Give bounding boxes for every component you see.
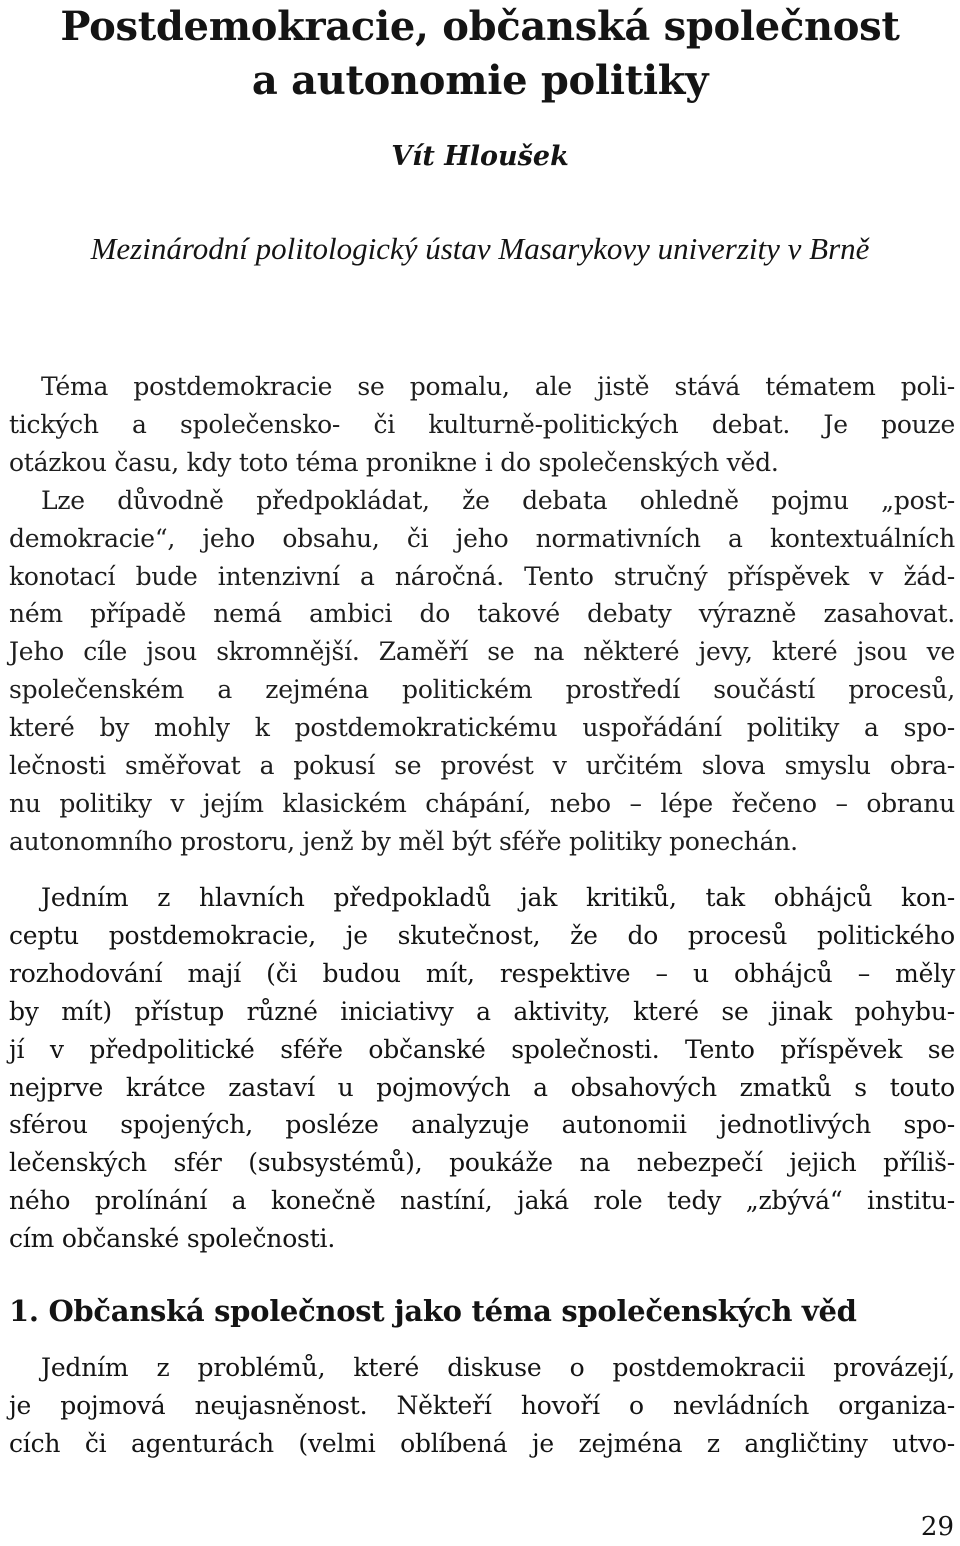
abstract-line: společenském a zejména politickém prostředí součástí procesů, (9, 675, 955, 705)
body-paragraph (9, 1349, 955, 1463)
section-heading: 1. Občanská společnost jako téma společenských věd (9, 1294, 857, 1328)
article-title-line-1: Postdemokracie, občanská společnost (60, 3, 900, 50)
abstract-line: tických a společensko- či kulturně-politických debat. Je pouze (9, 409, 955, 439)
abstract-line: které by mohly k postdemokratickému uspořádání politiky a spo- (9, 713, 955, 743)
paragraph-line: ceptu postdemokracie, je skutečnost, že do procesů politického (9, 920, 955, 950)
article-title-line-2: a autonomie politiky (251, 57, 709, 104)
author-name: Vít Hloušek (391, 141, 569, 172)
article-title (0, 0, 960, 108)
paragraph-line: rozhodování mají (či budou mít, respektive – u obhájců – měly (9, 958, 955, 988)
body-paragraph (9, 879, 955, 1258)
abstract-line: demokracie“, jeho obsahu, či jeho normativních a kontextuálních (9, 523, 955, 553)
abstract-line: Jeho cíle jsou skromnější. Zaměří se na některé jevy, které jsou ve (9, 637, 955, 667)
paragraph-line: Jedním z hlavních předpokladů jak kritiků, tak obhájců kon- (41, 883, 955, 912)
paragraph-line: jí v předpolitické sféře občanské společnosti. Tento příspěvek se (9, 1034, 955, 1064)
paragraph-line: by mít) přístup různé iniciativy a aktivity, které se jinak pohybu- (9, 996, 955, 1026)
abstract-line: Téma postdemokracie se pomalu, ale jistě stává tématem poli- (41, 372, 955, 401)
paragraph-line: sférou spojených, posléze analyzuje autonomii jednotlivých spo- (9, 1110, 955, 1140)
abstract-line: ném případě nemá ambici do takové debaty výrazně zasahovat. (9, 599, 955, 629)
abstract-line: autonomního prostoru, jenž by měl být sféře politiky ponechán. (9, 826, 798, 856)
paragraph-line: je pojmová neujasněnost. Někteří hovoří o nevládních organiza- (9, 1390, 955, 1420)
paragraph-line: ného prolínání a konečně nastíní, jaká role tedy „zbývá“ institu- (9, 1186, 955, 1216)
abstract-line: nu politiky v jejím klasickém chápání, nebo – lépe řečeno – obranu (9, 788, 955, 818)
paragraph-line: Jedním z problémů, které diskuse o postdemokracii provázejí, (41, 1353, 955, 1382)
author-affiliation: Mezinárodní politologický ústav Masarykovy univerzity v Brně (90, 231, 870, 266)
abstract-paragraph (9, 368, 955, 861)
page-number: 29 (920, 1512, 954, 1542)
abstract-line: lečnosti směřovat a pokusí se provést v určitém slova smyslu obra- (9, 751, 955, 781)
paragraph-line: nejprve krátce zastaví u pojmových a obsahových zmatků s touto (9, 1072, 955, 1102)
abstract-line: otázkou času, kdy toto téma pronikne i do společenských věd. (9, 447, 779, 477)
paragraph-line: lečenských sfér (subsystémů), poukáže na nebezpečí jejich příliš- (9, 1148, 955, 1178)
paragraph-line: cím občanské společnosti. (9, 1224, 336, 1254)
abstract-line: Lze důvodně předpokládat, že debata ohledně pojmu „post- (41, 485, 955, 515)
abstract-line: konotací bude intenzivní a náročná. Tento stručný příspěvek v žád- (9, 561, 955, 591)
paragraph-line: cích či agenturách (velmi oblíbená je zejména z angličtiny utvo- (9, 1428, 955, 1458)
